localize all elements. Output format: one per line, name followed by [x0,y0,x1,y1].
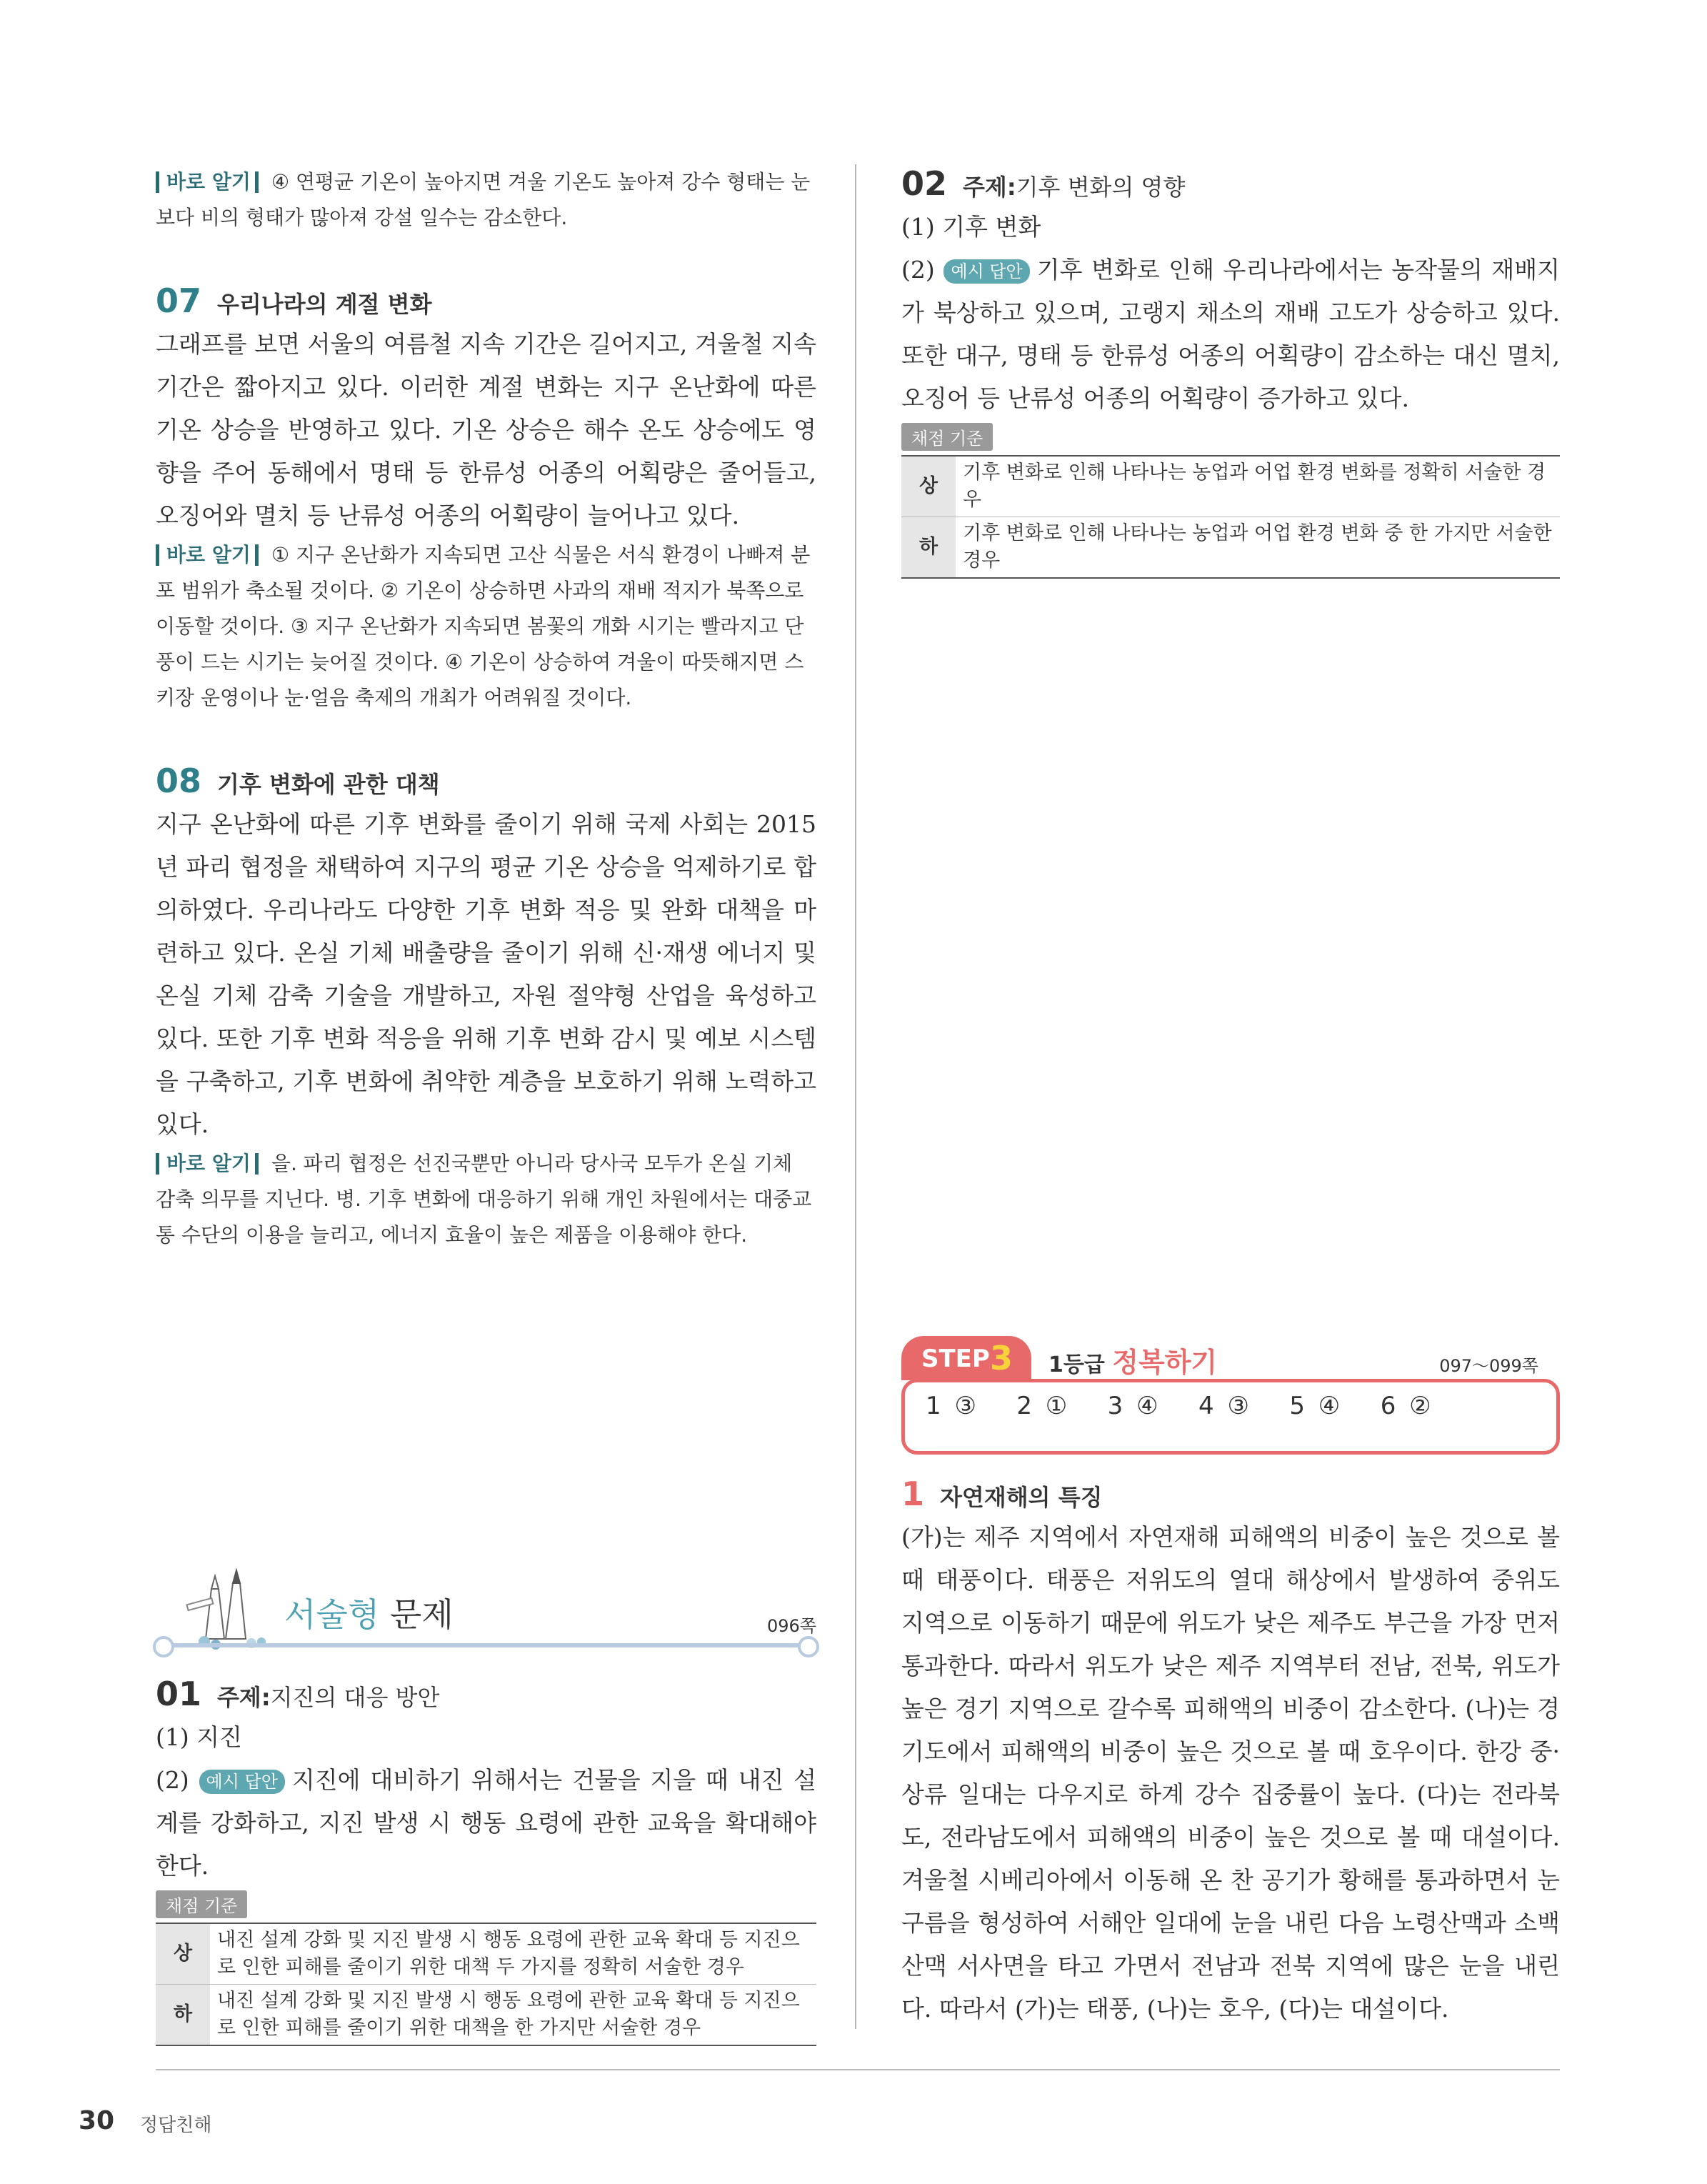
criteria-level: 상 [156,1923,210,1985]
tip-block [156,1146,816,1253]
criteria-text: 내진 설계 강화 및 지진 발생 시 행동 요령에 관한 교육 확대 등 지진으로 인한 피해를 줄이기 위한 대책 두 가지를 정확히 서술한 경우 [210,1923,816,1985]
step-number: 3 [990,1339,1013,1377]
criteria-table [901,455,1560,579]
question-title: 우리나라의 계절 변화 [217,291,432,318]
tip-tag: 바로 알기 [156,1153,259,1175]
answer-text: 지진에 대비하기 위해서는 건물을 지을 때 내진 설계를 강화하고, 지진 발생 시 행동 요령에 관한 교육을 확대해야 한다. [156,1766,816,1880]
page-number: 30 [79,2106,115,2135]
pencil-cup-icon [184,1567,284,1653]
question-number: 1 [901,1475,925,1513]
tip-tag: 바로 알기 [156,544,259,566]
tip-text: ④ 연평균 기온이 높아지면 겨울 기온도 높아져 강수 형태는 눈보다 비의 형태가 많아져 강설 일수는 감소한다. [156,170,811,229]
question-title: 지진의 대응 방안 [270,1684,440,1711]
question-header-01 [156,1675,816,1713]
step-label: STEP [921,1345,990,1373]
left-column [156,164,816,2046]
step-title-grade: 1등급 [1048,1352,1113,1377]
step-title-main: 정복하기 [1112,1347,1218,1378]
criteria-text: 기후 변화로 인해 나타나는 농업과 어업 환경 변화 중 한 가지만 서술한 경우 [956,517,1560,579]
question-title: 자연재해의 특징 [940,1484,1103,1511]
part-label: (2) [156,1766,189,1794]
question-number: 08 [156,762,202,800]
step-page-ref: 097～099쪽 [1439,1356,1538,1376]
answer-part-1: (1) 지진 [156,1723,242,1751]
criteria-level: 하 [901,517,956,579]
question-number: 01 [156,1675,202,1713]
section-header [156,1567,816,1675]
section-page-ref: 096쪽 [767,1616,816,1636]
question-header-08 [156,762,816,800]
answer-part-2 [901,249,1560,420]
section-title [284,1589,454,1636]
question-number: 07 [156,281,202,320]
example-answer-tag: 예시 답안 [199,1770,285,1794]
criteria-row [901,517,1560,579]
criteria-level: 상 [901,456,956,517]
page-label: 정답친해 [140,2115,212,2136]
criteria-text: 기후 변화로 인해 나타나는 농업과 어업 환경 변화를 정확히 서술한 경우 [956,456,1560,517]
right-column [901,164,1560,2030]
question-header-1 [901,1475,1560,1513]
tip-block [156,164,816,236]
tip-block [156,537,816,716]
tip-text: 을. 파리 협정은 선진국뿐만 아니라 당사국 모두가 온실 기체 감축 의무를 지닌다. 병. 기후 변화에 대응하기 위해 개인 차원에서는 대중교통 수단의 이용을 늘리고, 에너지 효율이 높은 제품을 이용해야 한다. [156,1152,812,1247]
criteria-row [901,456,1560,517]
step-banner [901,1336,1560,1450]
tip-text: ① 지구 온난화가 지속되면 고산 식물은 서식 환경이 나빠져 분포 범위가 축소될 것이다. ② 기온이 상승하면 사과의 재배 적지가 북쪽으로 이동할 것이다. ③ 지구 온난화가 지속되면 봄꽃의 개화 시기는 빨라지고 단풍이 드는 시기는 늦어질 것이다. ④ 기온이 상승하여 겨울이 따뜻해지면 스키장 운영이나 눈·얼음 축제의 개최가 어려워질 것이다. [156,543,811,709]
criteria-row [156,1923,816,1985]
criteria-table [156,1923,816,2046]
section-title-accent: 서술형 [284,1595,380,1634]
criteria-tag: 채점 기준 [156,1890,247,1918]
section-rule [156,1643,816,1647]
answer-part-1: (1) 기후 변화 [901,213,1041,241]
question-body: 지구 온난화에 따른 기후 변화를 줄이기 위해 국제 사회는 2015년 파리 협정을 채택하여 지구의 평균 기온 상승을 억제하기로 합의하였다. 우리나라도 다양한 기후 변화 적응 및 완화 대책을 마련하고 있다. 온실 기체 배출량을 줄이기 위해 신·재생 에너지 및 온실 기체 감축 기술을 개발하고, 자원 절약형 산업을 육성하고 있다. 또한 기후 변화 적응을 위해 기후 변화 감시 및 예보 시스템을 구축하고, 기후 변화에 취약한 계층을 보호하기 위해 노력하고 있다. [156,810,816,1138]
step-badge [901,1336,1031,1380]
rule-dot-right [798,1636,819,1657]
column-divider [855,164,856,2029]
criteria-text: 내진 설계 강화 및 지진 발생 시 행동 요령에 관한 교육 확대 등 지진으로 인한 피해를 줄이기 위한 대책을 한 가지만 서술한 경우 [210,1985,816,2046]
question-title: 기후 변화에 관한 대책 [217,771,440,798]
rule-dot-left [153,1636,174,1657]
question-number: 02 [901,164,948,203]
section-title-rest: 문제 [379,1595,454,1634]
question-title: 기후 변화의 영향 [1016,174,1186,201]
step-title [1048,1340,1217,1380]
question-title-prefix: 주제: [963,174,1016,201]
question-body: 그래프를 보면 서울의 여름철 지속 기간은 길어지고, 겨울철 지속 기간은 짧아지고 있다. 이러한 계절 변화는 지구 온난화에 따른 기온 상승을 반영하고 있다. 기온 상승은 해수 온도 상승에도 영향을 주어 동해에서 명태 등 한류성 어종의 어획량은 줄어들고, 오징어와 멸치 등 난류성 어종의 어획량이 늘어나고 있다. [156,330,816,529]
question-body: (가)는 제주 지역에서 자연재해 피해액의 비중이 높은 것으로 볼 때 태풍이다. 태풍은 저위도의 열대 해상에서 발생하여 중위도 지역으로 이동하기 때문에 위도가 낮은 제주도 부근을 가장 먼저 통과한다. 따라서 위도가 낮은 제주 지역부터 전남, 전북, 위도가 높은 경기 지역으로 갈수록 피해액의 비중이 감소한다. (나)는 경기도에서 피해액의 비중이 높은 것으로 볼 때 호우이다. 한강 중·상류 일대는 다우지로 하계 강수 집중률이 높다. (다)는 전라북도, 전라남도에서 피해액의 비중이 높은 것으로 볼 때 대설이다. 겨울철 시베리아에서 이동해 온 찬 공기가 황해를 통과하면서 눈구름을 형성하여 서해안 일대에 눈을 내린 다음 노령산맥과 소백산맥 서사면을 타고 가면서 전남과 전북 지역에 많은 눈을 내린다. 따라서 (가)는 태풍, (나)는 호우, (다)는 대설이다. [901,1523,1560,2023]
footer-rule [156,2069,1560,2070]
question-header-07 [156,281,816,320]
answer-list: 1 ③ 2 ① 3 ④ 4 ③ 5 ④ 6 ② [926,1392,1431,1420]
answer-part-2 [156,1759,816,1888]
criteria-row [156,1985,816,2046]
part-label: (2) [901,256,935,284]
criteria-level: 하 [156,1985,210,2046]
question-header-02 [901,164,1560,203]
answer-text: 기후 변화로 인해 우리나라에서는 농작물의 재배지가 북상하고 있으며, 고랭지 채소의 재배 고도가 상승하고 있다. 또한 대구, 명태 등 한류성 어종의 어획량이 감소하는 대신 멸치, 오징어 등 난류성 어종의 어획량이 증가하고 있다. [901,256,1560,412]
question-title-prefix: 주제: [217,1684,271,1711]
example-answer-tag: 예시 답안 [943,259,1029,284]
criteria-tag: 채점 기준 [901,423,993,451]
tip-tag: 바로 알기 [156,171,259,193]
